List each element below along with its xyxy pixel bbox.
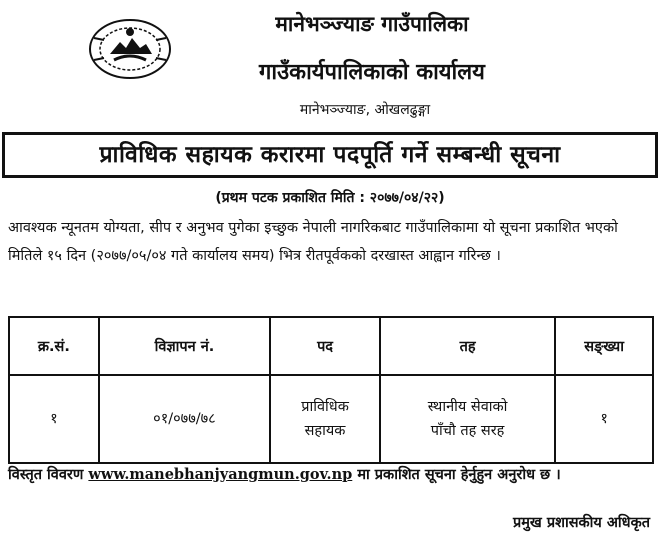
col-header-ad-no: विज्ञापन नं. [99,317,270,375]
details-note-pre: विस्तृत विवरण [8,467,89,483]
notice-title: प्राविधिक सहायक करारमा पदपूर्ति गर्ने सम्बन्धी सूचना [2,132,658,178]
table-row [9,375,653,463]
cell-count: १ [555,375,653,463]
table-header-row [9,317,653,375]
cell-post-line2: सहायक [304,423,346,439]
details-note [8,464,654,484]
col-header-count: सङ्ख्या [555,317,653,375]
col-header-post: पद [270,317,380,375]
notice-body: आवश्यक न्यूनतम योग्यता, सीप र अनुभव पुगेका इच्छुक नेपाली नागरिकबाट गाउँपालिकामा यो सूचना प्रकाशित भएको मितिले १५ दिन (२०७७/०५/०४ गते कार्यालय समय) भित्र रीतपूर्वकको दरखास्त आह्वान गरिन्छ । [8,220,618,264]
cell-ad-no: ०१/०७७/७८ [99,375,270,463]
vacancy-table [8,316,654,464]
cell-sn: १ [9,375,99,463]
cell-post-line1: प्राविधिक [301,399,349,415]
cell-level [380,375,555,463]
cell-post [270,375,380,463]
letterhead [0,0,660,128]
details-note-post: मा प्रकाशित सूचना हेर्नुहुन अनुरोध छ । [352,467,561,483]
col-header-level: तह [380,317,555,375]
website-link[interactable]: www.manebhanjyangmun.gov.np [88,466,353,483]
office-name: गाउँकार्यपालिकाको कार्यालय [259,60,485,85]
municipality-name: मानेभञ्ज्याङ गाउँपालिका [275,12,469,36]
published-date: (प्रथम पटक प्रकाशित मिति : २०७७/०४/२२) [215,190,445,206]
cell-level-line1: स्थानीय सेवाको [427,399,508,415]
signatory: प्रमुख प्रशासकीय अधिकृत [513,515,650,531]
office-address: मानेभञ्ज्याङ, ओखलढुङ्गा [299,102,431,118]
col-header-sn: क्र.सं. [9,317,99,375]
cell-level-line2: पाँचौ तह सरह [430,423,505,439]
